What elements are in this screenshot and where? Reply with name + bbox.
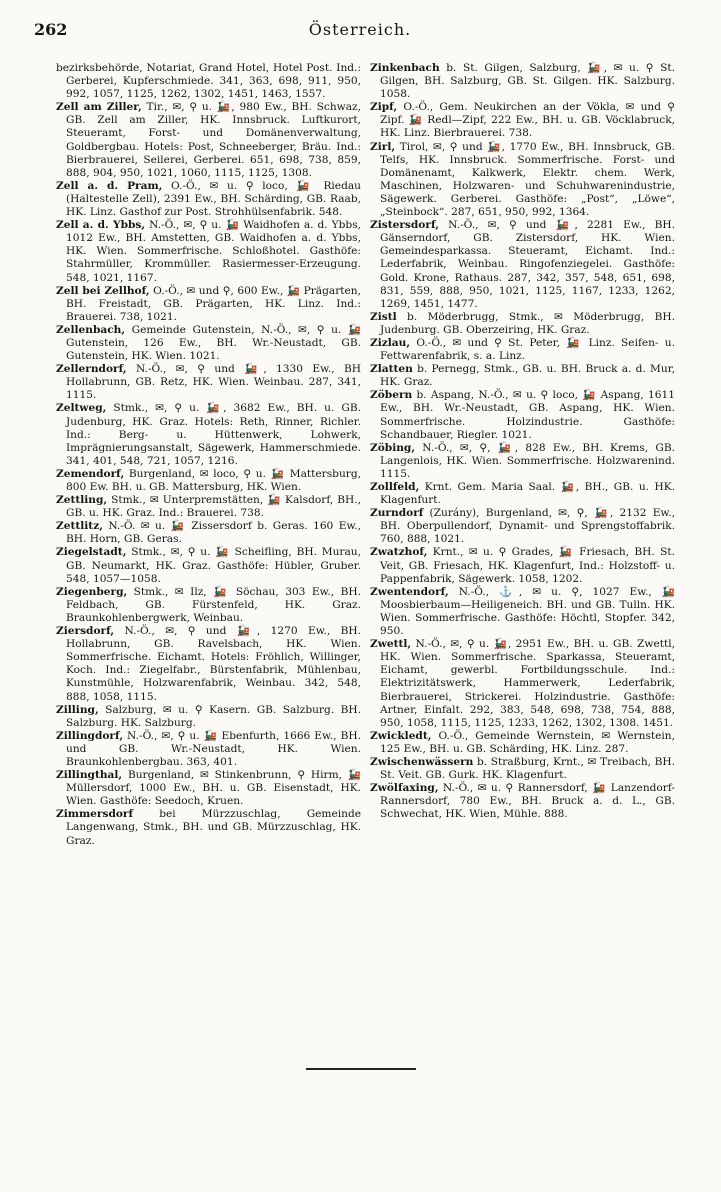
page-title: Österreich.	[308, 20, 412, 39]
gazetteer-entry	[370, 363, 675, 389]
end-rule	[306, 1068, 416, 1070]
entry-text: O.-Ö., Gemeinde Wernstein, ✉ Wernstein, 125 Ew., BH. u. GB. Schärding, HK. Linz. 287.	[380, 729, 675, 755]
gazetteer-entry	[56, 219, 361, 284]
gazetteer-entry	[370, 219, 675, 311]
entry-place-name: Zwickledt,	[370, 729, 432, 742]
entry-place-name: Zilling,	[56, 703, 99, 716]
entry-text: N.-Ö., ✉, ⚲ und 🚂, 2281 Ew., BH. Gänserndorf, GB. Zistersdorf, HK. Wien. Gemeindesparkassa. Steueramt, Eichamt. Ind.: Lederfabrik, Weinbau. Ringofenziegelei. Gasthöfe: Gold. Krone, Rathaus. 287, 342, 357, 548, 651, 698, 831, 559, 888, 950, 1021, 1125, 1167, 1233, 1262, 1269, 1451, 1477.	[380, 219, 676, 310]
entry-text: Burgenland, ✉ Stinkenbrunn, ⚲ Hirm, 🚂 Müllersdorf, 1000 Ew., BH. u. GB. Eisenstadt, HK. Wien. Gasthöfe: Seedoch, Kruen.	[66, 769, 361, 808]
entry-place-name: Zillingthal,	[56, 769, 123, 782]
entry-text: O.-Ö., ✉ u. ⚲ loco, 🚂 Riedau (Haltestelle Zell), 2391 Ew., BH. Schärding, GB. Raab, HK. Linz. Gasthof zur Post. Strohhülsenfabrik. 548.	[66, 179, 361, 219]
entry-place-name: Zöbing,	[370, 441, 416, 454]
entry-place-name: Zwischenwässern	[370, 755, 474, 768]
entry-text: O.-Ö., ✉ und ⚲, 600 Ew., 🚂 Prägarten, BH. Freistadt, GB. Prägarten, HK. Linz. Ind.: Brauerei. 738, 1021.	[66, 284, 362, 323]
entry-place-name: Zwentendorf,	[370, 585, 449, 598]
entry-place-name: Zistersdorf,	[370, 219, 439, 232]
entry-text: Burgenland, ✉ loco, ⚲ u. 🚂 Mattersburg, 800 Ew. BH. u. GB. Mattersburg, HK. Wien.	[66, 467, 361, 493]
gazetteer-entry	[56, 324, 361, 363]
entry-text: Krnt., ✉ u. ⚲ Grades, 🚂 Friesach, BH. St. Veit, GB. Friesach, HK. Klagenfurt, Ind.: Holzstoff- u. Pappenfabrik, Sägewerk. 1058, 1202.	[380, 546, 675, 585]
entry-place-name: Ziegenberg,	[56, 585, 128, 598]
gazetteer-entry	[370, 756, 675, 782]
entry-place-name: Zell bei Zellhof,	[56, 284, 150, 297]
entry-text: N.-Ö., ✉ u. ⚲ Rannersdorf, 🚂 Lanzendorf-Rannersdorf, 780 Ew., BH. Bruck a. d. L., GB. Schwechat, HK. Wien, Mühle. 888.	[380, 782, 675, 821]
entry-place-name: Zell a. d. Pram,	[56, 179, 163, 192]
entry-place-name: Zeltweg,	[56, 402, 107, 415]
gazetteer-entry	[370, 782, 675, 821]
entry-place-name: Zettlitz,	[56, 520, 103, 533]
entry-text: N.-Ö., ✉, ⚲, 🚂, 828 Ew., BH. Krems, GB. Langenlois, HK. Wien. Sommerfrische. Holzwarenind. 1115.	[380, 441, 675, 480]
entry-text: N.-Ö. ✉ u. 🚂 Zissersdorf b. Geras. 160 Ew., BH. Horn, GB. Geras.	[66, 520, 361, 546]
gazetteer-entry	[370, 337, 675, 363]
entry-text: Stmk., ✉, ⚲ u. 🚂 Scheifling, BH. Murau, GB. Neumarkt, HK. Graz. Gasthöfe: Hübler, Gruber. 548, 1057—1058.	[66, 546, 361, 585]
entry-text: Salzburg, ✉ u. ⚲ Kasern. GB. Salzburg. BH. Salzburg. HK. Salzburg.	[66, 703, 361, 729]
entry-text: b. Möderbrugg, Stmk., ✉ Möderbrugg, BH. Judenburg. GB. Oberzeiring, HK. Graz.	[380, 310, 675, 336]
entry-text: N.-Ö., ✉, ⚲ u. 🚂, 2951 Ew., BH. u. GB. Zwettl, HK. Wien. Sommerfrische. Sparkassa, Steueramt, Eichamt, gewerbl. Fortbildungsschule. Ind.: Elektrizitätswerk, Hammerwerk, Lederfabrik, Bierbrauerei, Strickerei. Holzindustrie. Gasthöfe: Artner, Einfalt. 292, 383, 548, 698, 738, 754, 888, 950, 1058, 1115, 1125, 1233, 1262, 1302, 1308. 1451.	[380, 638, 675, 729]
entry-place-name: Zellerndorf,	[56, 363, 127, 376]
gazetteer-entry	[56, 625, 361, 704]
entry-place-name: Zurndorf	[370, 507, 424, 520]
entry-text: b. Aspang, N.-Ö., ✉ u. ⚲ loco, 🚂 Aspang, 1611 Ew., BH. Wr.-Neustadt, GB. Aspang, HK. Wien. Sommerfrische. Holzindustrie. Gasthöfe: Schandbauer, Riegler. 1021.	[380, 389, 675, 441]
entry-text: Krnt. Gem. Maria Saal. 🚂, BH., GB. u. HK. Klagenfurt.	[380, 481, 675, 507]
gazetteer-entry	[56, 808, 361, 847]
right-column	[370, 62, 675, 821]
entry-place-name: Zirl,	[370, 140, 396, 153]
gazetteer-entry	[370, 442, 675, 481]
left-column	[56, 62, 361, 848]
gazetteer-entry	[370, 101, 675, 140]
entry-text: Stmk., ✉ Ilz, 🚂 Söchau, 303 Ew., BH. Feldbach, GB. Fürstenfeld, HK. Graz. Braunkohlenbergwerk, Weinbau.	[66, 585, 361, 624]
gazetteer-entry	[56, 363, 361, 402]
gazetteer-entry	[370, 141, 675, 220]
gazetteer-entry	[56, 704, 361, 730]
entry-text: N.-Ö., ✉, ⚲ u. 🚂 Ebenfurth, 1666 Ew., BH. und GB. Wr.-Neustadt, HK. Wien. Braunkohlenbergbau. 363, 401.	[66, 729, 361, 768]
entry-text: N.-Ö., ✉, ⚲ und 🚂, 1330 Ew., BH Hollabrunn, GB. Retz, HK. Wien. Weinbau. 287, 341, 1115.	[66, 363, 361, 402]
gazetteer-entry	[370, 62, 675, 101]
gazetteer-entry	[56, 468, 361, 494]
entry-place-name: Zettling,	[56, 494, 108, 507]
entry-place-name: Zwatzhof,	[370, 546, 428, 559]
gazetteer-entry	[56, 520, 361, 546]
entry-place-name: Zell a. d. Ybbs,	[56, 219, 146, 232]
entry-place-name: Zipf,	[370, 101, 398, 114]
gazetteer-entry	[370, 586, 675, 638]
gazetteer-entry	[56, 494, 361, 520]
entry-text: b. St. Gilgen, Salzburg, 🚂, ✉ u. ⚲ St. Gilgen, BH. Salzburg, GB. St. Gilgen. HK. Salzburg. 1058.	[380, 62, 675, 101]
entry-place-name: Zemendorf,	[56, 467, 125, 480]
entry-text: bei Mürzzuschlag, Gemeinde Langenwang, Stmk., BH. und GB. Mürzzuschlag, HK. Graz.	[66, 808, 361, 847]
gazetteer-entry	[56, 546, 361, 585]
entry-text: Gemeinde Gutenstein, N.-Ö., ✉, ⚲ u. 🚂 Gutenstein, 126 Ew., BH. Wr.-Neustadt, GB. Gutenstein, HK. Wien. 1021.	[66, 323, 361, 363]
page-header	[30, 18, 690, 44]
entry-place-name: Zlatten	[370, 363, 413, 376]
page-number: 262	[34, 20, 68, 39]
entry-text: bezirksbehörde, Notariat, Grand Hotel, Hotel Post. Ind.: Gerberei, Kupferschmiede. 341, 363, 698, 911, 950, 992, 1057, 1125, 1262, 1302, 1451, 1463, 1557.	[56, 62, 361, 101]
entry-text: Stmk., ✉, ⚲ u. 🚂, 3682 Ew., BH. u. GB. Judenburg, HK. Graz. Hotels: Reth, Rinner, Richler. Ind.: Berg- u. Hüttenwerk, Lohwerk, Imprägnierungsanstalt, Sägewerk, Hammerschmiede. 341, 401, 548, 721, 1057, 1216.	[66, 402, 361, 467]
entry-place-name: Zwölfaxing,	[370, 782, 439, 795]
gazetteer-entry	[370, 311, 675, 337]
entry-text: N.-Ö., ✉, ⚲ u. 🚂 Waidhofen a. d. Ybbs, 1012 Ew., BH. Amstetten, GB. Waidhofen a. d. Ybbs, HK. Wien. Sommerfrische. Schloßhotel. Gasthöfe: Stahrmüller, Krommüller. Rasiermesser-Erzeugung. 548, 1021, 1167.	[66, 219, 362, 284]
entry-text: Stmk., ✉ Unterpremstätten, 🚂 Kalsdorf, BH., GB. u. HK. Graz. Ind.: Brauerei. 738.	[66, 494, 361, 520]
entry-text: b. Pernegg, Stmk., GB. u. BH. Bruck a. d. Mur, HK. Graz.	[380, 363, 675, 389]
entry-text: b. Straßburg, Krnt., ✉ Treibach, BH. St. Veit. GB. Gurk. HK. Klagenfurt.	[380, 755, 675, 782]
gazetteer-entry	[56, 730, 361, 769]
gazetteer-entry	[56, 62, 361, 101]
entry-place-name: Zillingdorf,	[56, 729, 124, 742]
entry-place-name: Zollfeld,	[370, 481, 420, 493]
gazetteer-entry	[370, 389, 675, 441]
gazetteer-entry	[370, 481, 675, 507]
entry-place-name: Ziersdorf,	[56, 625, 115, 638]
entry-place-name: Zell am Ziller,	[56, 101, 142, 114]
gazetteer-entry	[370, 730, 675, 756]
gazetteer-entry	[56, 101, 361, 180]
entry-place-name: Zizlau,	[370, 336, 411, 349]
entry-place-name: Zinkenbach	[370, 62, 440, 74]
entry-text: Tirol, ✉, ⚲ und 🚂, 1770 Ew., BH. Innsbruck, GB. Telfs, HK. Innsbruck. Sommerfrische. Forst- und Domänenamt, Kalkwerk, Elektr. chem. Werk, Maschinen, Holzwaren- und Schuhwarenindustrie, Sägewerk. Gerberei. Gasthöfe: „Post“, „Löwe“, „Steinbock“. 287, 651, 950, 992, 1364.	[380, 140, 675, 219]
entry-text: N.-Ö., ⚓, ✉ u. ⚲, 1027 Ew., 🚂 Moosbierbaum—Heiligeneich. BH. und GB. Tulln. HK. Wien. Sommerfrische. Gasthöfe: Höchtl, Stopfer. 342, 950.	[380, 585, 675, 638]
gazetteer-entry	[56, 586, 361, 625]
gazetteer-entry	[56, 769, 361, 808]
entry-text: O.-Ö., Gem. Neukirchen an der Vökla, ✉ und ⚲ Zipf. 🚂 Redl—Zipf, 222 Ew., BH. u. GB. Vöcklabruck, HK. Linz. Bierbrauerei. 738.	[380, 101, 675, 140]
entry-place-name: Zistl	[370, 310, 397, 323]
gazetteer-entry	[370, 638, 675, 730]
gazetteer-entry	[56, 180, 361, 219]
entry-place-name: Zwettl,	[370, 638, 412, 651]
gazetteer-entry	[56, 402, 361, 467]
entry-text: (Zurány), Burgenland, ✉, ⚲, 🚂, 2132 Ew., BH. Oberpullendorf, Dynamit- und Sprengstoffabrik. 760, 888, 1021.	[380, 507, 675, 546]
entry-place-name: Zimmersdorf	[56, 808, 134, 821]
entry-place-name: Ziegelstadt,	[56, 546, 127, 559]
gazetteer-entry	[370, 507, 675, 546]
gazetteer-entry	[370, 546, 675, 585]
entry-text: N.-Ö., ✉, ⚲ und 🚂, 1270 Ew., BH. Hollabrunn, GB. Ravelsbach, HK. Wien. Sommerfrische. Eichamt. Hotels: Fröhlich, Willinger, Koch. Ind.: Ziegelfabr., Bürstenfabrik, Mühlenbau, Kunstmühle, Holzwarenfabrik, Weinbau. 342, 548, 888, 1058, 1115.	[66, 625, 361, 703]
entry-text: Tir., ✉, ⚲ u. 🚂, 980 Ew., BH. Schwaz, GB. Zell am Ziller, HK. Innsbruck. Luftkurort, Steueramt, Forst- und Domänenverwaltung, Goldbergbau. Hotels: Post, Schneeberger, Bräu. Ind.: Bierbrauerei, Seilerei, Gerberei. 651, 698, 738, 859, 888, 904, 950, 1021, 1060, 1115, 1125, 1308.	[66, 101, 361, 179]
entry-place-name: Zöbern	[370, 389, 413, 402]
entry-text: O.-Ö., ✉ und ⚲ St. Peter, 🚂 Linz. Seifen- u. Fettwarenfabrik, s. a. Linz.	[380, 336, 675, 363]
gazetteer-entry	[56, 285, 361, 324]
entry-place-name: Zellenbach,	[56, 323, 126, 336]
